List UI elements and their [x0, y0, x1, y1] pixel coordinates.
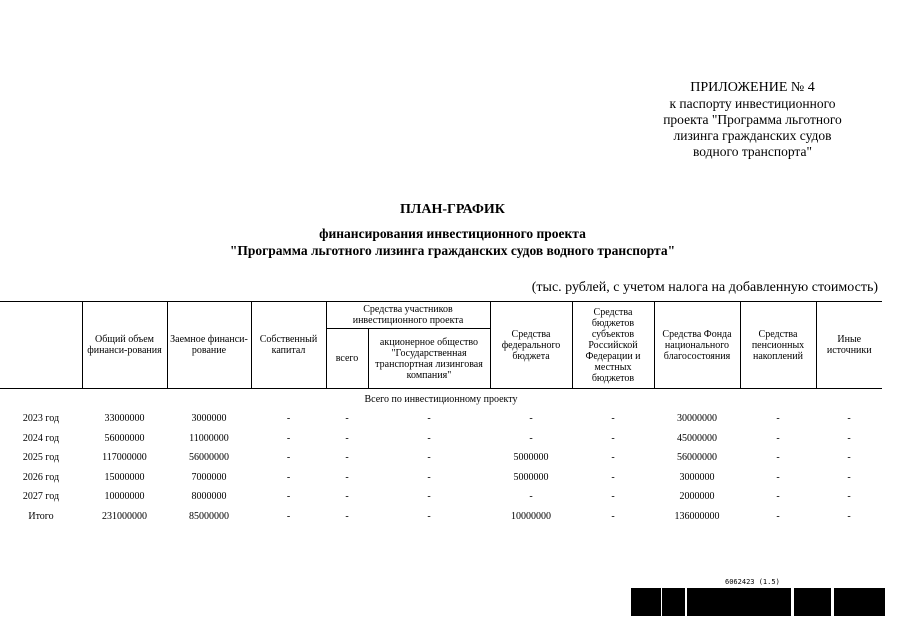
- table-cell: -: [847, 432, 851, 444]
- table-cell: -: [529, 432, 533, 444]
- table-cell: 2023 год: [22, 413, 60, 425]
- units-note: (тыс. рублей, с учетом налога на добавленную стоимость): [531, 280, 878, 295]
- table-cell: 5000000: [513, 452, 549, 464]
- table-cell: -: [776, 432, 780, 444]
- barcode-image: [630, 588, 885, 616]
- table-cell: -: [286, 491, 291, 503]
- table-cell: 5000000: [513, 471, 549, 483]
- table-cell: -: [611, 452, 615, 464]
- page-title: ПЛАН-ГРАФИК: [400, 202, 505, 217]
- table-cell: -: [847, 413, 851, 425]
- table-cell: -: [427, 471, 431, 483]
- table-cell: -: [529, 413, 533, 425]
- table-cell: 231000000: [102, 510, 147, 522]
- table-cell: 30000000: [677, 413, 717, 425]
- table-cell: 2025 год: [22, 452, 60, 464]
- table-cell: -: [427, 510, 431, 522]
- page-subtitle-project: "Программа льготного лизинга гражданских судов водного транспорта": [229, 243, 676, 258]
- header-federal: Средства федерального бюджета: [490, 302, 572, 389]
- table-cell: -: [776, 491, 780, 503]
- table-cell: -: [286, 413, 291, 425]
- table-row: [0, 448, 882, 468]
- table-cell: -: [611, 413, 615, 425]
- table-cell: -: [427, 491, 431, 503]
- table-cell: -: [345, 471, 349, 483]
- table-cell: 3000000: [191, 413, 227, 425]
- appendix-line: лизинга гражданских судов: [673, 128, 832, 143]
- header-nwf: Средства Фонда национального благосостояния: [654, 302, 740, 389]
- table-cell: -: [847, 510, 851, 522]
- header-participants-gtlk: акционерное общество "Государственная транспортная лизинговая компания": [368, 329, 490, 389]
- table-cell: -: [286, 452, 291, 464]
- table-cell: 85000000: [189, 510, 229, 522]
- table-cell: -: [345, 491, 349, 503]
- table-cell: 136000000: [674, 510, 720, 522]
- table-cell: 10000000: [104, 491, 145, 503]
- table-cell: 2026 год: [22, 471, 60, 483]
- table-row: [0, 429, 882, 449]
- barcode-number: 6062423 (1.5): [725, 578, 780, 586]
- page-subtitle: финансирования инвестиционного проекта: [319, 226, 586, 241]
- table-cell: -: [611, 491, 615, 503]
- table-cell: -: [776, 510, 780, 522]
- header-total: Общий объем финанси-рования: [82, 302, 167, 389]
- table-cell: -: [427, 432, 431, 444]
- table-cell: 2027 год: [22, 491, 60, 503]
- table-cell: 2000000: [679, 491, 715, 503]
- appendix-block: [620, 80, 885, 160]
- table-cell: Итого: [28, 510, 54, 522]
- header-pension: Средства пенсионных накоплений: [740, 302, 816, 389]
- table-cell: 56000000: [104, 432, 145, 444]
- header-own-capital: Собственный капитал: [251, 302, 326, 389]
- section-label: Всего по инвестиционному проекту: [364, 393, 518, 405]
- table-cell: -: [847, 452, 851, 464]
- table-cell: 10000000: [511, 510, 551, 522]
- table-cell: 45000000: [677, 432, 717, 444]
- table-cell: 15000000: [104, 471, 145, 483]
- header-loan: Заемное финанси-рование: [167, 302, 251, 389]
- appendix-line: водного транспорта": [693, 144, 812, 159]
- table-cell: -: [847, 491, 851, 503]
- table-cell: -: [345, 452, 349, 464]
- table-cell: 56000000: [189, 452, 229, 464]
- header-year: [0, 302, 82, 389]
- table-cell: 8000000: [191, 491, 227, 503]
- appendix-number: ПРИЛОЖЕНИЕ № 4: [690, 80, 815, 95]
- appendix-line: проекта "Программа льготного: [663, 112, 842, 127]
- table-cell: -: [611, 510, 615, 522]
- header-other: Иные источники: [816, 302, 882, 389]
- table-cell: -: [776, 413, 780, 425]
- table-cell: -: [286, 432, 291, 444]
- header-participants-all: всего: [326, 329, 368, 389]
- table-cell: -: [427, 413, 431, 425]
- table-row: [0, 468, 882, 488]
- table-cell: -: [611, 432, 615, 444]
- table-row: [0, 409, 882, 429]
- table-cell: -: [345, 510, 349, 522]
- table-cell: 11000000: [189, 432, 229, 444]
- financing-table: [0, 301, 882, 526]
- header-participants: Средства участников инвестиционного проекта: [326, 302, 490, 329]
- table-cell: 7000000: [191, 471, 227, 483]
- table-cell: -: [611, 471, 615, 483]
- table-cell: -: [529, 491, 533, 503]
- table-cell: -: [427, 452, 431, 464]
- table-cell: 117000000: [102, 452, 147, 464]
- table-cell: 2024 год: [22, 432, 60, 444]
- appendix-line: к паспорту инвестиционного: [669, 96, 836, 111]
- table-row-total: [0, 507, 882, 527]
- table-cell: 3000000: [679, 471, 715, 483]
- table-row: [0, 487, 882, 507]
- table-cell: -: [286, 471, 291, 483]
- table-cell: -: [345, 432, 349, 444]
- table-cell: -: [345, 413, 349, 425]
- table-cell: 33000000: [104, 413, 145, 425]
- table-cell: -: [776, 471, 780, 483]
- table-cell: -: [286, 510, 291, 522]
- table-cell: 56000000: [677, 452, 717, 464]
- table-cell: -: [847, 471, 851, 483]
- table-cell: -: [776, 452, 780, 464]
- header-regional: Средства бюджетов субъектов Российской Федерации и местных бюджетов: [572, 302, 654, 389]
